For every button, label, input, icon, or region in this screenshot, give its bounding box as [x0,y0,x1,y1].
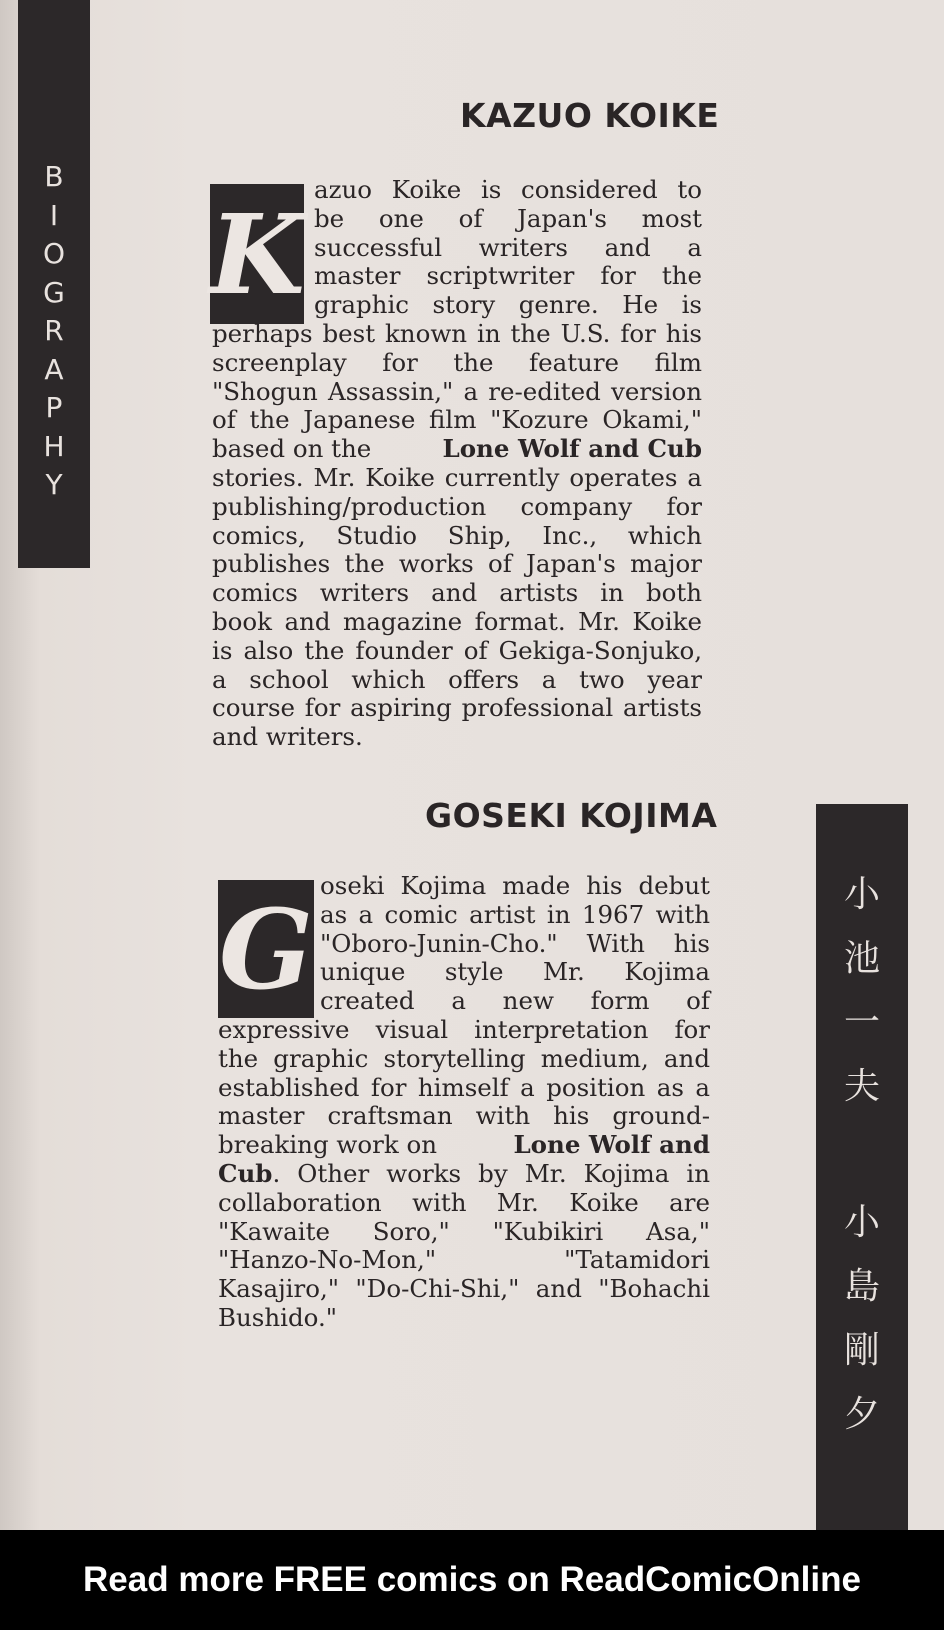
bio-line [218,1160,710,1189]
koike-bio-body [212,320,702,752]
lone-wolf-title: Lone Wolf and [513,1130,710,1160]
koike-bio-top [314,176,702,320]
side-letter: A [44,352,64,386]
bio-line: unique style Mr. Kojima [320,957,710,987]
koike-dropcap: K [210,184,304,324]
bio-line: "Oboro-Junin-Cho." With his [320,928,710,958]
kojima-bio-body [218,1016,710,1333]
bio-line: Kasajiro," "Do-Chi-Shi," and "Bohachi [218,1274,710,1304]
bio-line: the graphic storytelling medium, and [218,1043,710,1073]
kojima-heading: GOSEKI KOJIMA [425,796,718,835]
bio-line: "Shogun Assassin," a re-edited version [212,376,702,406]
bio-line: Bushido." [218,1302,338,1332]
kanji-char: 小 [843,1202,880,1243]
bio-line: publishes the works of Japan's major [212,549,702,579]
kanji-char: 島 [843,1266,880,1307]
bio-line: stories. Mr. Koike currently operates a [212,462,702,492]
bio-line: oseki Kojima made his debut [320,871,710,900]
kojima-dropcap: G [218,880,314,1018]
side-letter: R [44,314,64,347]
lone-wolf-title: Lone Wolf and Cub [442,434,702,464]
bio-line: azuo Koike is considered to [314,175,702,204]
side-letter: B [44,160,64,193]
side-letter: O [42,237,66,270]
biography-side-label [18,0,90,568]
bio-line: "Hanzo-No-Mon," "Tatamidori [218,1245,710,1275]
bio-line: course for aspiring professional artists [212,693,702,723]
bio-line: "Kawaite Soro," "Kubikiri Asa," [218,1216,710,1246]
side-letter: I [49,198,59,232]
kojima-bio-top [320,872,710,1016]
side-letter: P [45,391,63,424]
koike-heading: KAZUO KOIKE [460,96,720,135]
bio-line: be one of Japan's most [314,203,702,233]
bio-line: a school which offers a two year [212,664,702,694]
bio-line: master craftsman with his ground- [218,1101,710,1131]
kanji-char: 夫 [843,1066,880,1107]
bio-line [212,435,702,464]
bio-line: master scriptwriter for the [314,261,702,291]
lone-wolf-title: Cub [218,1158,273,1188]
bio-line: publishing/production company for [212,491,702,521]
bio-line: book and magazine format. Mr. Koike [212,606,702,636]
side-letter: G [43,275,65,309]
bio-line: as a comic artist in 1967 with [320,899,710,929]
side-letter: Y [45,468,63,501]
kanji-char: 一 [843,1002,880,1043]
bio-line: successful writers and a [314,232,702,262]
kanji-names-band [816,804,908,1530]
bio-line: is also the founder of Gekiga-Sonjuko, [212,635,702,665]
kanji-char: 小 [843,874,880,915]
bio-line: perhaps best known in the U.S. for his [212,319,702,348]
bio-line: expressive visual interpretation for [218,1015,710,1044]
bio-line: and writers. [212,722,363,752]
kanji-char: 剛 [843,1330,880,1371]
kanji-char: 池 [843,938,880,979]
promo-banner[interactable]: Read more FREE comics on ReadComicOnline [0,1530,944,1630]
bio-line: created a new form of [320,986,710,1016]
bio-text: based on the [212,434,372,464]
bio-line: established for himself a position as a [218,1072,710,1102]
bio-text: . Other works by Mr. Kojima in [272,1158,710,1188]
bio-line: of the Japanese film "Kozure Okami," [212,405,702,435]
kanji-char: 夕 [843,1394,880,1435]
bio-line: screenplay for the feature film [212,347,702,377]
bio-line: comics, Studio Ship, Inc., which [212,520,702,550]
bio-text: breaking work on [218,1130,438,1160]
bio-line: collaboration with Mr. Koike are [218,1187,710,1217]
bio-line [218,1131,710,1160]
bio-line: comics writers and artists in both [212,578,702,608]
side-letter: H [43,429,65,463]
bio-line: graphic story genre. He is [314,290,702,320]
